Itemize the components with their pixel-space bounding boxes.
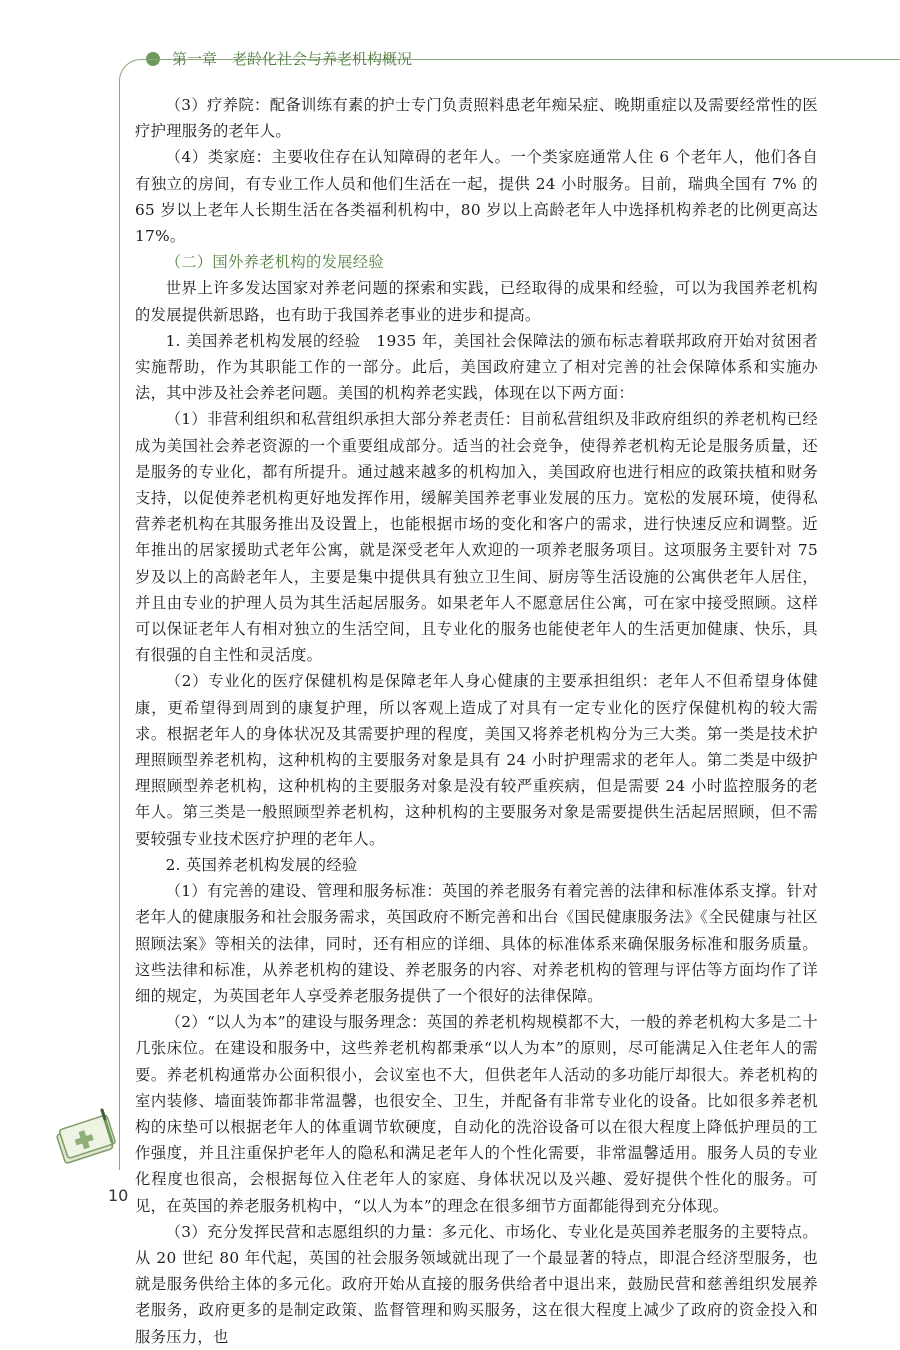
paragraph-uk-point-2: （2）“以人为本”的建设与服务理念：英国的养老机构规模都不大，一般的养老机构大多是二十几张床位。在建设和服务中，这些养老机构都秉承“以人为本”的原则，尽可能满足入住老年人的需要。养老机构通常办公面积很小，会议室也不大，但供老年人活动的多功能厅却很大。养老机构的室内装修、墙面装饰都非常温馨，也很安全、卫生，并配备有非常专业化的设备。比如很多养老机构的床垫可以根据老年人的体重调节软硬度，自动化的洗浴设备可以在很大程度上降低护理员的工作强度，并且注重保护老年人的隐私和满足老年人的个性化需要，非常温馨适用。服务人员的专业化程度也很高，会根据每位入住老年人的家庭、身体状况以及兴趣、爱好提供个性化的服务。可见，在英国的养老服务机构中，“以人为本”的理念在很多细节方面都能得到充分体现。 <box>135 1013 818 1215</box>
page-body <box>135 92 818 1350</box>
paragraph-sanatorium: （3）疗养院：配备训练有素的护士专门负责照料患老年痴呆症、晚期重症以及需要经常性的医疗护理服务的老年人。 <box>135 96 818 141</box>
paragraph-us-point-2: （2）专业化的医疗保健机构是保障老年人身心健康的主要承担组织：老年人不但希望身体健康，更希望得到周到的康复护理，所以客观上造成了对具有一定专业化的医疗保健机构的较大需求。根据老年人的身体状况及其需要护理的程度，美国又将养老机构分为三大类。第一类是技术护理照顾型养老机构，这种机构的主要服务对象是具有 24 小时护理需求的老年人。第二类是中级护理照顾型养老机构，这种机构的主要服务对象是没有较严重疾病，但是需要 24 小时监控服务的老年人。第三类是一般照顾型养老机构，这种机构的主要服务对象是需要提供生活起居照顾，但不需要较强专业技术医疗护理的老年人。 <box>135 672 818 848</box>
page-number: 10 <box>108 1186 129 1205</box>
paragraph-family-home: （4）类家庭：主要收住存在认知障碍的老年人。一个类家庭通常人住 6 个老年人，他们各自有独立的房间，有专业工作人员和他们生活在一起，提供 24 小时服务。目前，瑞典全国有 7% 的 65 岁以上老年人长期生活在各类福利机构中，80 岁以上高龄老年人中选择机构养老的比例更高达 17%。 <box>135 148 818 246</box>
medical-notebook-icon <box>52 1102 122 1172</box>
header-corner-curve <box>119 59 145 83</box>
paragraph-intro: 世界上许多发达国家对养老问题的探索和实践，已经取得的成果和经验，可以为我国养老机构的发展提供新思路，也有助于我国养老事业的进步和提高。 <box>135 279 818 324</box>
paragraph-us-experience: 1. 美国养老机构发展的经验 1935 年，美国社会保障法的颁布标志着联邦政府开始对贫困者实施帮助，作为其职能工作的一部分。此后，美国政府建立了相对完善的社会保障体系和实施办法，其中涉及社会养老问题。美国的机构养老实践，体现在以下两方面： <box>135 331 818 403</box>
paragraph-uk-point-3: （3）充分发挥民营和志愿组织的力量：多元化、市场化、专业化是英国养老服务的主要特点。从 20 世纪 80 年代起，英国的社会服务领域就出现了一个最显著的特点，即混合经济型服务，也就是服务供给主体的多元化。政府开始从直接的服务供给者中退出来，鼓励民营和慈善组织发展养老服务，政府更多的是制定政策、监督管理和购买服务，这在很大程度上减少了政府的资金投入和服务压力，也 <box>135 1222 818 1346</box>
section-heading: （二）国外养老机构的发展经验 <box>165 253 384 272</box>
paragraph-uk-experience: 2. 英国养老机构发展的经验 <box>165 855 358 874</box>
paragraph-uk-point-1: （1）有完善的建设、管理和服务标准：英国的养老服务有着完善的法律和标准体系支撑。针对老年人的健康服务和社会服务需求，英国政府不断完善和出台《国民健康服务法》《全民健康与社区照顾法案》等相关的法律，同时，还有相应的详细、具体的标准体系来确保服务标准和服务质量。这些法律和标准，从养老机构的建设、养老服务的内容、对养老机构的管理与评估等方面均作了详细的规定，为英国老年人享受养老服务提供了一个很好的法律保障。 <box>135 882 818 1005</box>
chapter-title: 第一章 老龄化社会与养老机构概况 <box>172 50 413 68</box>
side-rule <box>119 80 120 1170</box>
paragraph-us-point-1: （1）非营利组织和私营组织承担大部分养老责任：目前私营组织及非政府组织的养老机构已经成为美国社会养老资源的一个重要组成部分。适当的社会竞争，使得养老机构无论是服务质量，还是服务的专业化，都有所提升。通过越来越多的机构加入，美国政府也进行相应的政策扶植和财务支持，以促使养老机构更好地发挥作用，缓解美国养老事业发展的压力。宽松的发展环境，使得私营养老机构在其服务推出及设置上，也能根据市场的变化和客户的需求，进行快速反应和调整。近年推出的居家援助式老年公寓，就是深受老年人欢迎的一项养老服务项目。这项服务主要针对 75 岁及以上的高龄老年人，主要是集中提供具有独立卫生间、厨房等生活设施的公寓供老年人居住，并且由专业的护理人员为其生活起居服务。如果老年人不愿意居住公寓，可在家中接受照顾。这样可以保证老年人有相对独立的生活空间，且专业化的服务也能使老年人的生活更加健康、快乐，具有很强的自主性和灵活度。 <box>135 410 818 665</box>
